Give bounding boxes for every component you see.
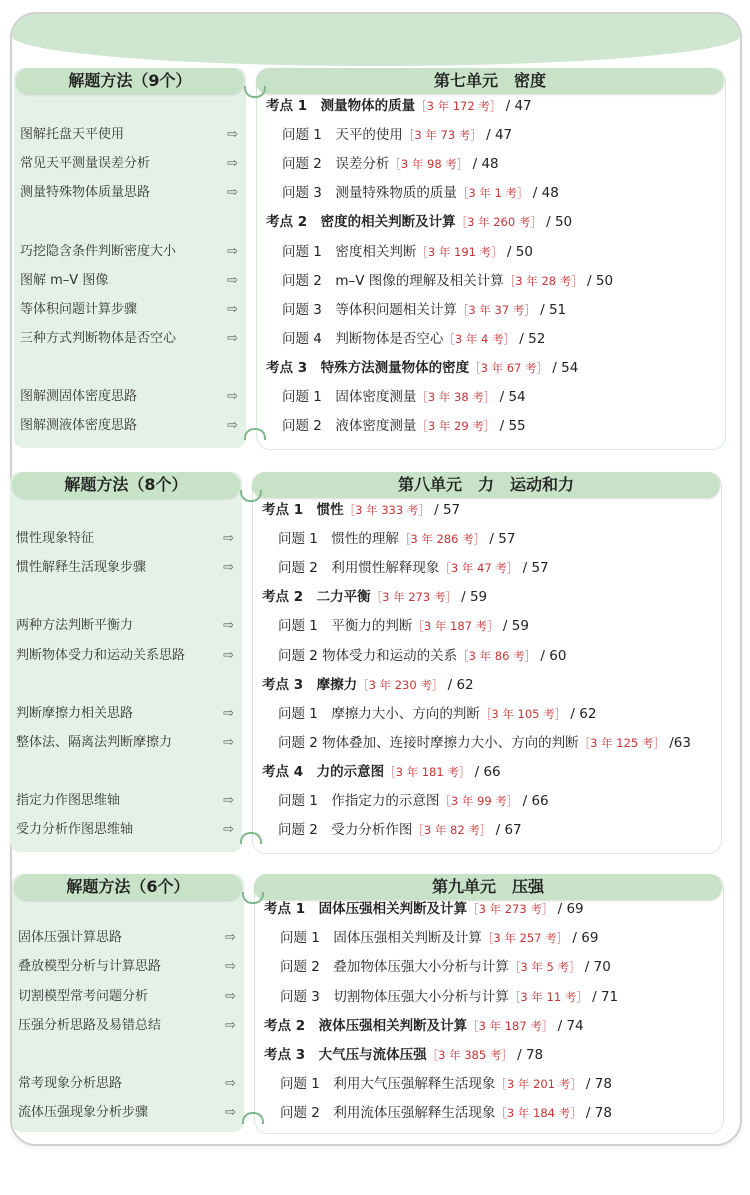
method-label: 等体积问题计算步骤 (20, 301, 138, 317)
entry-title: 问题 4 判断物体是否空心 (282, 330, 444, 347)
entry-title: 考点 1 测量物体的质量 (266, 98, 416, 114)
entry-title: 问题 2 利用流体压强解释生活现象 (280, 1105, 496, 1122)
frequency-tag: ［3 年 1 考］ (456, 186, 529, 201)
page-number: / 62 (566, 705, 597, 722)
page-number: / 69 (568, 930, 599, 947)
method-label: 流体压强现象分析步骤 (18, 1105, 149, 1121)
question-entry[interactable] (278, 529, 515, 549)
arrow-icon: ⇨ (223, 531, 234, 547)
page-number: / 62 (443, 676, 474, 693)
method-label: 指定力作图思维轴 (16, 793, 121, 808)
method-item[interactable] (18, 1103, 240, 1123)
arrow-icon: ⇨ (223, 822, 234, 838)
entry-title: 考点 3 摩擦力 (262, 676, 358, 693)
method-label: 切割模型常考问题分析 (18, 988, 149, 1004)
arrow-icon: ⇨ (225, 988, 236, 1004)
question-entry[interactable] (278, 704, 596, 724)
arrow-icon: ⇨ (225, 1017, 236, 1033)
method-item[interactable] (18, 1016, 240, 1036)
frequency-tag: ［3 年 73 考］ (402, 128, 482, 143)
method-item[interactable] (20, 300, 242, 320)
page-number: / 71 (587, 988, 619, 1005)
method-item[interactable] (16, 704, 238, 724)
entry-title: 考点 4 力的示意图 (262, 763, 385, 780)
frequency-tag: ［3 年 172 考］ (415, 99, 502, 113)
exam-point-entry[interactable] (262, 500, 460, 520)
methods-heading: 解题方法（8个） (12, 472, 240, 498)
bracket-connector (242, 1112, 264, 1124)
frequency-tag: ［3 年 201 考］ (495, 1077, 582, 1092)
arrow-icon: ⇨ (223, 705, 234, 721)
page-number: / 54 (495, 389, 526, 405)
page-number: / 52 (515, 330, 546, 347)
unit-heading: 第七单元 密度 (256, 68, 724, 94)
page-number: / 67 (491, 822, 522, 839)
method-label: 两种方法判断平衡力 (16, 618, 134, 634)
method-item[interactable] (20, 387, 242, 407)
entry-title: 问题 1 密度相关判断 (282, 243, 417, 260)
question-entry[interactable] (282, 271, 613, 291)
frequency-tag: ［3 年 230 考］ (357, 677, 444, 692)
method-label: 三种方式判断物体是否空心 (20, 330, 177, 346)
arrow-icon: ⇨ (225, 959, 236, 975)
page-number: / 78 (581, 1105, 612, 1122)
method-item[interactable] (20, 154, 242, 174)
entry-title: 问题 2 受力分析作图 (278, 822, 413, 839)
method-item[interactable] (16, 529, 238, 549)
question-entry[interactable] (278, 646, 566, 666)
frequency-tag: ［3 年 105 考］ (479, 706, 567, 721)
page-number: / 50 (582, 272, 614, 289)
method-label: 整体法、隔离法判断摩擦力 (16, 734, 173, 750)
frequency-tag: ［3 年 187 考］ (412, 619, 499, 634)
method-label: 图解 m–V 图像 (20, 272, 109, 288)
question-entry[interactable] (280, 928, 598, 948)
entry-title: 考点 2 二力平衡 (262, 589, 371, 606)
page-number: / 50 (502, 243, 533, 260)
entry-title: 问题 1 平衡力的判断 (278, 618, 413, 635)
arrow-icon: ⇨ (227, 127, 238, 143)
arrow-icon: ⇨ (227, 243, 238, 259)
question-entry[interactable] (280, 987, 618, 1007)
entry-title: 问题 1 固体压强相关判断及计算 (280, 930, 482, 947)
entry-title: 问题 2 物体受力和运动的关系 (278, 647, 458, 664)
question-entry[interactable] (282, 416, 526, 436)
method-item[interactable] (18, 957, 240, 977)
question-entry[interactable] (278, 791, 549, 811)
frequency-tag: ［3 年 385 考］ (426, 1048, 513, 1062)
arrow-icon: ⇨ (227, 301, 238, 317)
bracket-connector (240, 832, 262, 844)
entry-title: 问题 2 液体密度测量 (282, 418, 417, 435)
page-number: / 66 (470, 763, 501, 780)
arrow-icon: ⇨ (227, 330, 238, 346)
frequency-tag: ［3 年 99 考］ (439, 794, 519, 808)
method-item[interactable] (20, 183, 242, 203)
entry-title: 问题 3 切割物体压强大小分析与计算 (280, 988, 509, 1005)
frequency-tag: ［3 年 38 考］ (416, 390, 496, 404)
page-number: / 54 (548, 359, 579, 376)
page-number: / 70 (580, 959, 611, 976)
frequency-tag: ［3 年 82 考］ (412, 823, 492, 838)
entry-title: 问题 2 误差分析 (282, 156, 390, 173)
entry-title: 问题 1 作指定力的示意图 (278, 793, 440, 809)
frequency-tag: ［3 年 47 考］ (439, 561, 519, 576)
arrow-icon: ⇨ (223, 793, 234, 808)
page-number: / 69 (553, 901, 584, 917)
entry-title: 考点 3 大气压与流体压强 (264, 1047, 427, 1063)
exam-point-entry[interactable] (266, 358, 578, 378)
entry-title: 考点 1 惯性 (262, 502, 344, 518)
frequency-tag: ［3 年 11 考］ (508, 989, 588, 1004)
method-item[interactable] (20, 125, 242, 145)
arrow-icon: ⇨ (227, 389, 238, 404)
exam-point-entry[interactable] (264, 1016, 584, 1036)
page-number: / 60 (536, 647, 567, 664)
method-item[interactable] (16, 558, 238, 578)
method-label: 测量特殊物体质量思路 (20, 185, 151, 201)
question-entry[interactable] (278, 558, 549, 578)
method-label: 图解测固体密度思路 (20, 389, 138, 404)
method-label: 图解托盘天平使用 (20, 127, 125, 143)
page-number: / 59 (456, 589, 488, 606)
question-entry[interactable] (278, 616, 529, 636)
method-label: 惯性解释生活现象步骤 (16, 560, 147, 576)
page-number: / 51 (535, 301, 567, 318)
entry-title: 问题 3 测量特殊物质的质量 (282, 185, 457, 202)
page-number: / 55 (495, 418, 526, 435)
entry-title: 考点 3 特殊方法测量物体的密度 (266, 359, 470, 376)
question-entry[interactable] (280, 957, 611, 977)
arrow-icon: ⇨ (223, 647, 234, 663)
page-number: / 66 (518, 793, 549, 809)
arrow-icon: ⇨ (223, 618, 234, 634)
frequency-tag: ［3 年 181 考］ (384, 764, 471, 779)
unit-heading: 第八单元 力 运动和力 (252, 472, 720, 498)
frequency-tag: ［3 年 184 考］ (495, 1106, 582, 1121)
page-number: /63 (664, 734, 691, 751)
method-label: 判断物体受力和运动关系思路 (16, 647, 186, 663)
entry-title: 问题 1 惯性的理解 (278, 531, 399, 548)
frequency-tag: ［3 年 67 考］ (469, 360, 549, 375)
page-number: / 47 (501, 98, 532, 114)
entry-title: 考点 1 固体压强相关判断及计算 (264, 901, 468, 917)
question-entry[interactable] (280, 1103, 612, 1123)
question-entry[interactable] (278, 733, 691, 753)
arrow-icon: ⇨ (227, 156, 238, 172)
methods-heading: 解题方法（9个） (16, 68, 244, 94)
arrow-icon: ⇨ (223, 734, 234, 750)
page-number: / 78 (581, 1076, 612, 1093)
entry-title: 问题 2 物体叠加、连接时摩擦力大小、方向的判断 (278, 734, 579, 751)
method-label: 常见天平测量误差分析 (20, 156, 151, 172)
exam-point-entry[interactable] (262, 675, 474, 695)
method-item[interactable] (20, 329, 242, 349)
method-label: 惯性现象特征 (16, 531, 95, 547)
page-number: / 59 (498, 618, 529, 635)
page-number: / 57 (485, 531, 516, 548)
frequency-tag: ［3 年 286 考］ (398, 532, 486, 547)
entry-title: 问题 2 叠加物体压强大小分析与计算 (280, 959, 509, 976)
frequency-tag: ［3 年 191 考］ (416, 244, 503, 259)
bracket-connector (244, 428, 266, 440)
entry-title: 问题 1 固体密度测量 (282, 389, 417, 405)
entry-title: 问题 2 利用惯性解释现象 (278, 560, 440, 577)
frequency-tag: ［3 年 5 考］ (508, 960, 581, 975)
frequency-tag: ［3 年 273 考］ (467, 902, 554, 916)
question-entry[interactable] (282, 300, 566, 320)
method-label: 图解测液体密度思路 (20, 418, 138, 434)
frequency-tag: ［3 年 125 考］ (578, 735, 665, 750)
method-item[interactable] (20, 416, 242, 436)
unit-section (14, 68, 726, 448)
exam-point-entry[interactable] (262, 762, 501, 782)
arrow-icon: ⇨ (227, 272, 238, 288)
page-number: / 74 (553, 1017, 584, 1034)
page-number: / 48 (528, 185, 559, 202)
method-label: 巧挖隐含条件判断密度大小 (20, 243, 177, 259)
unit-heading: 第九单元 压强 (254, 874, 722, 900)
entry-title: 问题 2 m–V 图像的理解及相关计算 (282, 272, 504, 289)
frequency-tag: ［3 年 187 考］ (467, 1018, 554, 1033)
question-entry[interactable] (280, 1074, 612, 1094)
header-band (12, 14, 740, 66)
question-entry[interactable] (282, 242, 533, 262)
exam-point-entry[interactable] (264, 899, 584, 919)
page-number: / 78 (512, 1047, 544, 1063)
method-item[interactable] (16, 820, 238, 840)
page-number: / 57 (518, 560, 549, 577)
question-entry[interactable] (282, 183, 559, 203)
exam-point-entry[interactable] (262, 587, 487, 607)
method-label: 固体压强计算思路 (18, 930, 123, 946)
method-item[interactable] (20, 271, 242, 291)
method-label: 常考现象分析思路 (18, 1076, 123, 1092)
frequency-tag: ［3 年 4 考］ (443, 331, 515, 346)
method-label: 判断摩擦力相关思路 (16, 705, 134, 721)
method-item[interactable] (20, 242, 242, 262)
frequency-tag: ［3 年 37 考］ (456, 302, 536, 317)
page-number: / 57 (429, 502, 461, 518)
frequency-tag: ［3 年 257 考］ (481, 931, 569, 946)
arrow-icon: ⇨ (223, 560, 234, 576)
exam-point-entry[interactable] (266, 212, 572, 232)
method-label: 叠放模型分析与计算思路 (18, 959, 162, 975)
method-label: 压强分析思路及易错总结 (18, 1017, 162, 1033)
method-item[interactable] (16, 733, 238, 753)
frequency-tag: ［3 年 86 考］ (457, 648, 537, 663)
question-entry[interactable] (282, 329, 545, 349)
question-entry[interactable] (282, 154, 499, 174)
frequency-tag: ［3 年 333 考］ (343, 503, 430, 517)
frequency-tag: ［3 年 273 考］ (370, 590, 457, 605)
arrow-icon: ⇨ (225, 930, 236, 946)
method-item[interactable] (16, 616, 238, 636)
question-entry[interactable] (278, 820, 522, 840)
unit-section (10, 472, 722, 852)
entry-title: 问题 3 等体积问题相关计算 (282, 301, 457, 318)
page-number: / 47 (481, 127, 513, 144)
arrow-icon: ⇨ (225, 1076, 236, 1092)
question-entry[interactable] (282, 387, 526, 407)
method-label: 受力分析作图思维轴 (16, 822, 134, 838)
arrow-icon: ⇨ (227, 418, 238, 434)
entry-title: 考点 2 液体压强相关判断及计算 (264, 1017, 468, 1034)
method-item[interactable] (16, 791, 238, 811)
methods-heading: 解题方法（6个） (14, 874, 242, 900)
question-entry[interactable] (282, 125, 512, 145)
entry-title: 问题 1 摩擦力大小、方向的判断 (278, 705, 480, 722)
unit-section (12, 874, 724, 1132)
exam-point-entry[interactable] (266, 96, 532, 116)
exam-point-entry[interactable] (264, 1045, 543, 1065)
frequency-tag: ［3 年 260 考］ (455, 215, 542, 230)
method-item[interactable] (18, 928, 240, 948)
arrow-icon: ⇨ (227, 185, 238, 201)
page-number: / 50 (541, 214, 573, 231)
frequency-tag: ［3 年 29 考］ (416, 419, 496, 434)
frequency-tag: ［3 年 28 考］ (503, 273, 583, 288)
frequency-tag: ［3 年 98 考］ (389, 157, 469, 172)
page-number: / 48 (468, 156, 499, 173)
method-item[interactable] (18, 1074, 240, 1094)
entry-title: 考点 2 密度的相关判断及计算 (266, 214, 456, 231)
method-item[interactable] (18, 987, 240, 1007)
entry-title: 问题 1 天平的使用 (282, 127, 403, 144)
method-item[interactable] (16, 646, 238, 666)
entry-title: 问题 1 利用大气压强解释生活现象 (280, 1076, 496, 1093)
arrow-icon: ⇨ (225, 1105, 236, 1121)
